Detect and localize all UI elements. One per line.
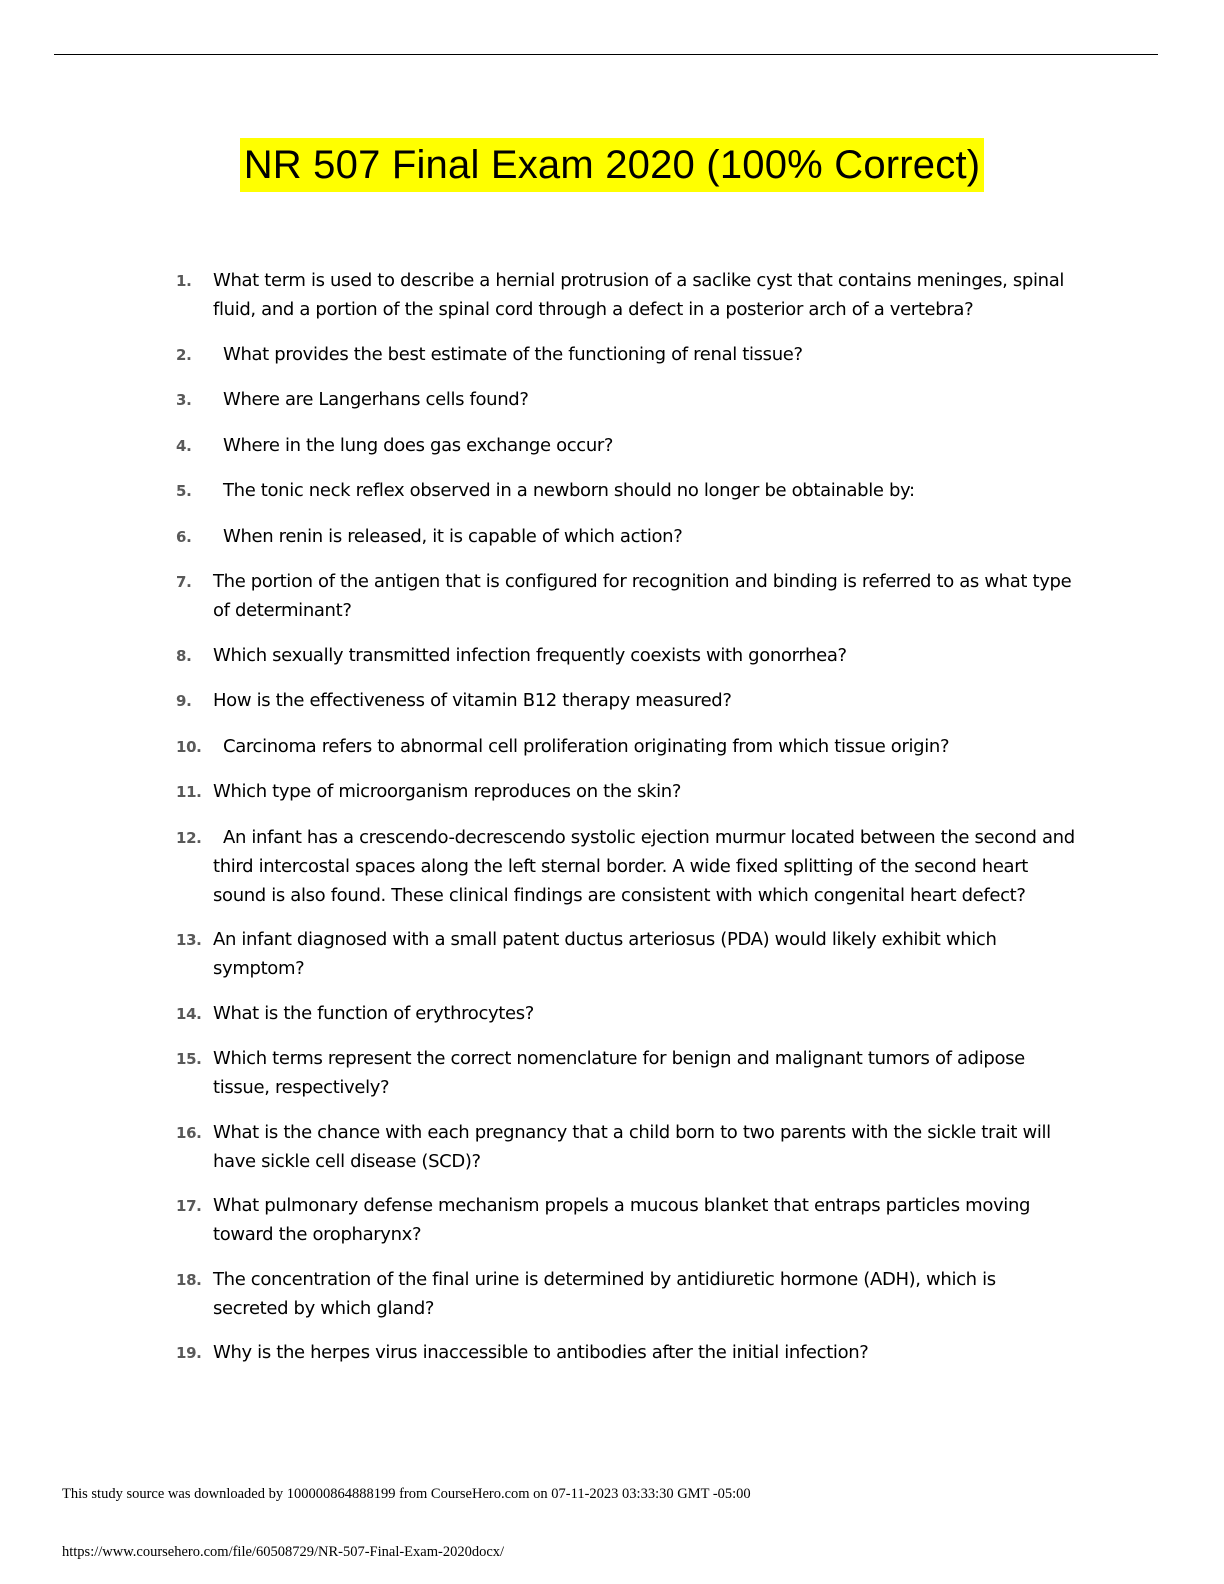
question-number: 4. [176, 436, 192, 455]
question-item [176, 385, 1076, 415]
question-text: Where in the lung does gas exchange occur? [223, 434, 614, 456]
source-url[interactable]: https://www.coursehero.com/file/60508729/NR-507-Final-Exam-2020docx/ [62, 1544, 505, 1560]
question-text: How is the effectiveness of vitamin B12 therapy measured? [213, 690, 732, 711]
question-item [176, 777, 1076, 807]
question-list [176, 266, 1076, 1384]
question-item [176, 476, 1076, 506]
question-item [176, 686, 1076, 716]
question-number: 19. [176, 1344, 202, 1362]
question-text: The portion of the antigen that is configured for recognition and binding is referred to as what type of determinant? [213, 571, 1072, 621]
question-text: Carcinoma refers to abnormal cell proliferation originating from which tissue origin? [223, 735, 950, 757]
question-item [176, 732, 1076, 762]
question-item [176, 266, 1076, 324]
question-item [176, 522, 1076, 552]
question-item [176, 1191, 1076, 1249]
question-text: Why is the herpes virus inaccessible to antibodies after the initial infection? [213, 1342, 869, 1363]
question-item [176, 431, 1076, 461]
question-number: 6. [176, 527, 192, 546]
question-item [176, 823, 1076, 910]
question-number: 10. [176, 737, 202, 756]
question-number: 2. [176, 345, 192, 364]
question-text: An infant diagnosed with a small patent ductus arteriosus (PDA) would likely exhibit which symptom? [213, 929, 997, 979]
question-text: Which type of microorganism reproduces on the skin? [213, 781, 682, 802]
question-item [176, 925, 1076, 983]
question-number: 3. [176, 391, 192, 409]
question-number: 15. [176, 1050, 202, 1068]
question-text: Which terms represent the correct nomenclature for benign and malignant tumors of adipose tissue, respectively? [213, 1048, 1025, 1098]
title-block [0, 138, 1224, 192]
question-text: What term is used to describe a hernial protrusion of a saclike cyst that contains meninges, spinal fluid, and a portion of the spinal cord through a defect in a posterior arch of a vertebra? [213, 270, 1065, 320]
question-text: The concentration of the final urine is determined by antidiuretic hormone (ADH), which is secreted by which gland? [213, 1268, 996, 1319]
question-number: 18. [176, 1270, 202, 1289]
question-item [176, 1118, 1076, 1176]
question-number: 12. [176, 828, 202, 847]
question-text: An infant has a crescendo-decrescendo systolic ejection murmur located between the second and third intercostal spaces along the left sternal border. A wide fixed splitting of the second heart sound is also found. These clinical findings are consistent with which congenital heart defect? [213, 826, 1075, 906]
question-item [176, 567, 1076, 625]
question-text: When renin is released, it is capable of which action? [223, 525, 683, 547]
question-text: What pulmonary defense mechanism propels a mucous blanket that entraps particles moving toward the oropharynx? [213, 1195, 1031, 1245]
question-number: 16. [176, 1123, 202, 1142]
question-item [176, 641, 1076, 671]
question-number: 17. [176, 1197, 202, 1215]
question-text: What is the function of erythrocytes? [213, 1002, 534, 1024]
question-text: Where are Langerhans cells found? [223, 389, 529, 410]
question-item [176, 999, 1076, 1029]
question-number: 5. [176, 482, 192, 500]
question-number: 8. [176, 646, 192, 665]
question-item [176, 1044, 1076, 1102]
top-rule [54, 54, 1158, 55]
question-number: 1. [176, 272, 192, 290]
question-text: The tonic neck reflex observed in a newborn should no longer be obtainable by: [223, 480, 915, 501]
question-item [176, 1265, 1076, 1323]
download-notice: This study source was downloaded by 100000864888199 from CourseHero.com on 07-11-2023 03:33:30 GMT -05:00 [62, 1486, 751, 1502]
page-title: NR 507 Final Exam 2020 (100% Correct) [240, 138, 985, 192]
question-text: What is the chance with each pregnancy that a child born to two parents with the sickle trait will have sickle cell disease (SCD)? [213, 1121, 1051, 1172]
question-number: 11. [176, 783, 202, 801]
question-number: 9. [176, 692, 192, 710]
question-number: 7. [176, 573, 192, 591]
question-number: 14. [176, 1004, 202, 1023]
question-item [176, 1338, 1076, 1368]
question-text: Which sexually transmitted infection frequently coexists with gonorrhea? [213, 644, 847, 666]
question-text: What provides the best estimate of the functioning of renal tissue? [223, 343, 803, 365]
question-number: 13. [176, 931, 202, 949]
question-item [176, 340, 1076, 370]
